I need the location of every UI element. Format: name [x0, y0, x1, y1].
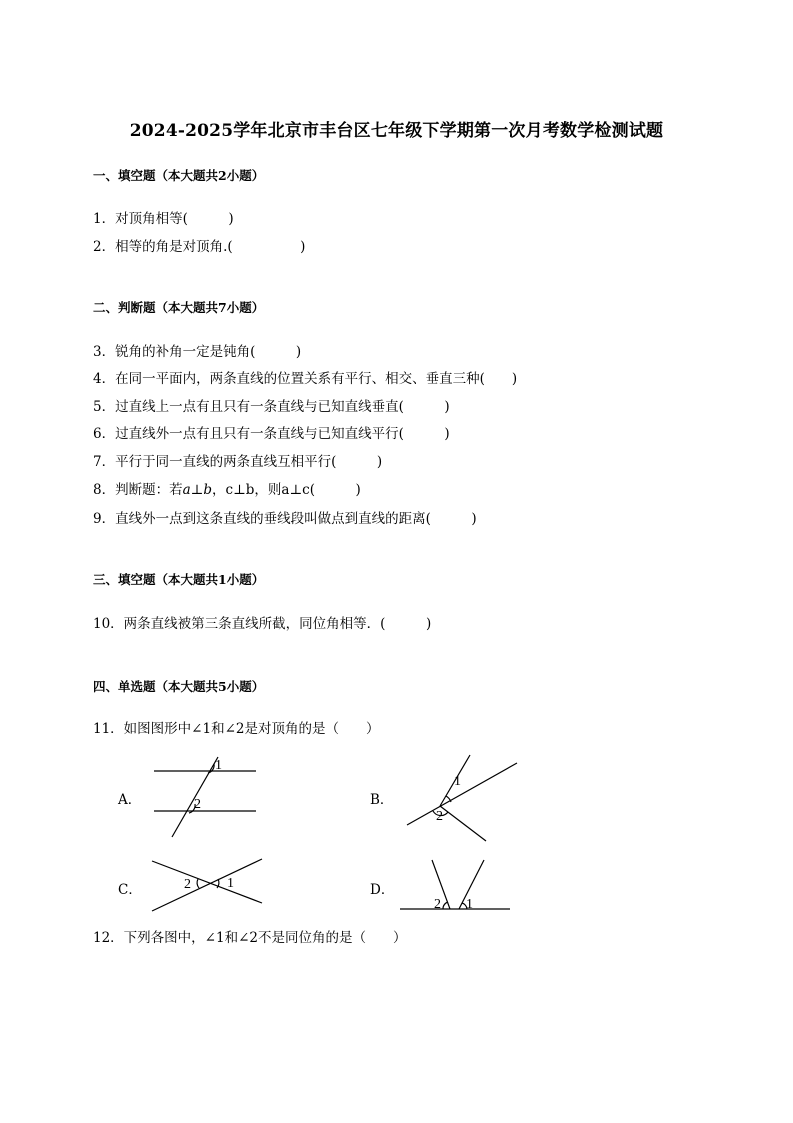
question-11: 11．如图图形中∠1和∠2是对顶角的是（ ）: [93, 721, 380, 737]
question-2: 2．相等的角是对顶角.( ): [93, 239, 306, 255]
section-heading-3: 三、填空题（本大题共1小题）: [93, 572, 265, 587]
option-d-label: D．: [370, 882, 395, 898]
option-b-figure: [400, 755, 525, 835]
line: [407, 763, 517, 825]
angle-label-1: 1: [454, 774, 461, 789]
question-12: 12．下列各图中，∠1和∠2不是同位角的是（ ）: [93, 930, 407, 946]
question-8: [93, 478, 361, 498]
perp-symbol: ⊥: [190, 482, 204, 498]
angle-label-2: 2: [434, 897, 441, 912]
option-c-label: C．: [118, 882, 142, 898]
option-a-label: A．: [118, 792, 142, 808]
question-7: 7．平行于同一直线的两条直线互相平行( ): [93, 454, 383, 470]
question-9: 9．直线外一点到这条直线的垂线段叫做点到直线的距离( ): [93, 511, 477, 527]
page-title: 2024-2025学年北京市丰台区七年级下学期第一次月考数学检测试题: [129, 121, 664, 141]
line: [440, 806, 486, 841]
angle-label-2: 2: [436, 809, 443, 824]
angle-arc: [197, 879, 199, 888]
section-heading-1: 一、填空题（本大题共2小题）: [93, 168, 265, 183]
angle-label-2: 2: [184, 877, 191, 892]
question-8-suffix: ，c⊥b，则a⊥c( ): [212, 482, 361, 498]
option-d-figure: [398, 856, 513, 914]
vector-a: a: [182, 482, 191, 498]
angle-label-1: 1: [466, 897, 473, 912]
angle-label-2: 2: [194, 797, 201, 812]
angle-label-1: 1: [215, 758, 222, 773]
question-8-prefix: 8．判断题：若: [93, 482, 183, 498]
option-b-label: B．: [370, 792, 394, 808]
section-heading-2: 二、判断题（本大题共7小题）: [93, 300, 265, 315]
vector-b: b: [203, 482, 213, 498]
option-a-figure: [150, 755, 270, 845]
question-4: 4．在同一平面内，两条直线的位置关系有平行、相交、垂直三种( ): [93, 371, 518, 387]
question-1: 1．对顶角相等( ): [93, 211, 234, 227]
question-6: 6．过直线外一点有且只有一条直线与已知直线平行( ): [93, 426, 450, 442]
question-10: 10．两条直线被第三条直线所截，同位角相等．( ): [93, 616, 432, 632]
option-c-figure: [150, 855, 265, 915]
question-5: 5．过直线上一点有且只有一条直线与已知直线垂直( ): [93, 399, 450, 415]
section-heading-4: 四、单选题（本大题共5小题）: [93, 679, 265, 694]
question-3: 3．锐角的补角一定是钝角( ): [93, 344, 302, 360]
angle-label-1: 1: [227, 876, 234, 891]
